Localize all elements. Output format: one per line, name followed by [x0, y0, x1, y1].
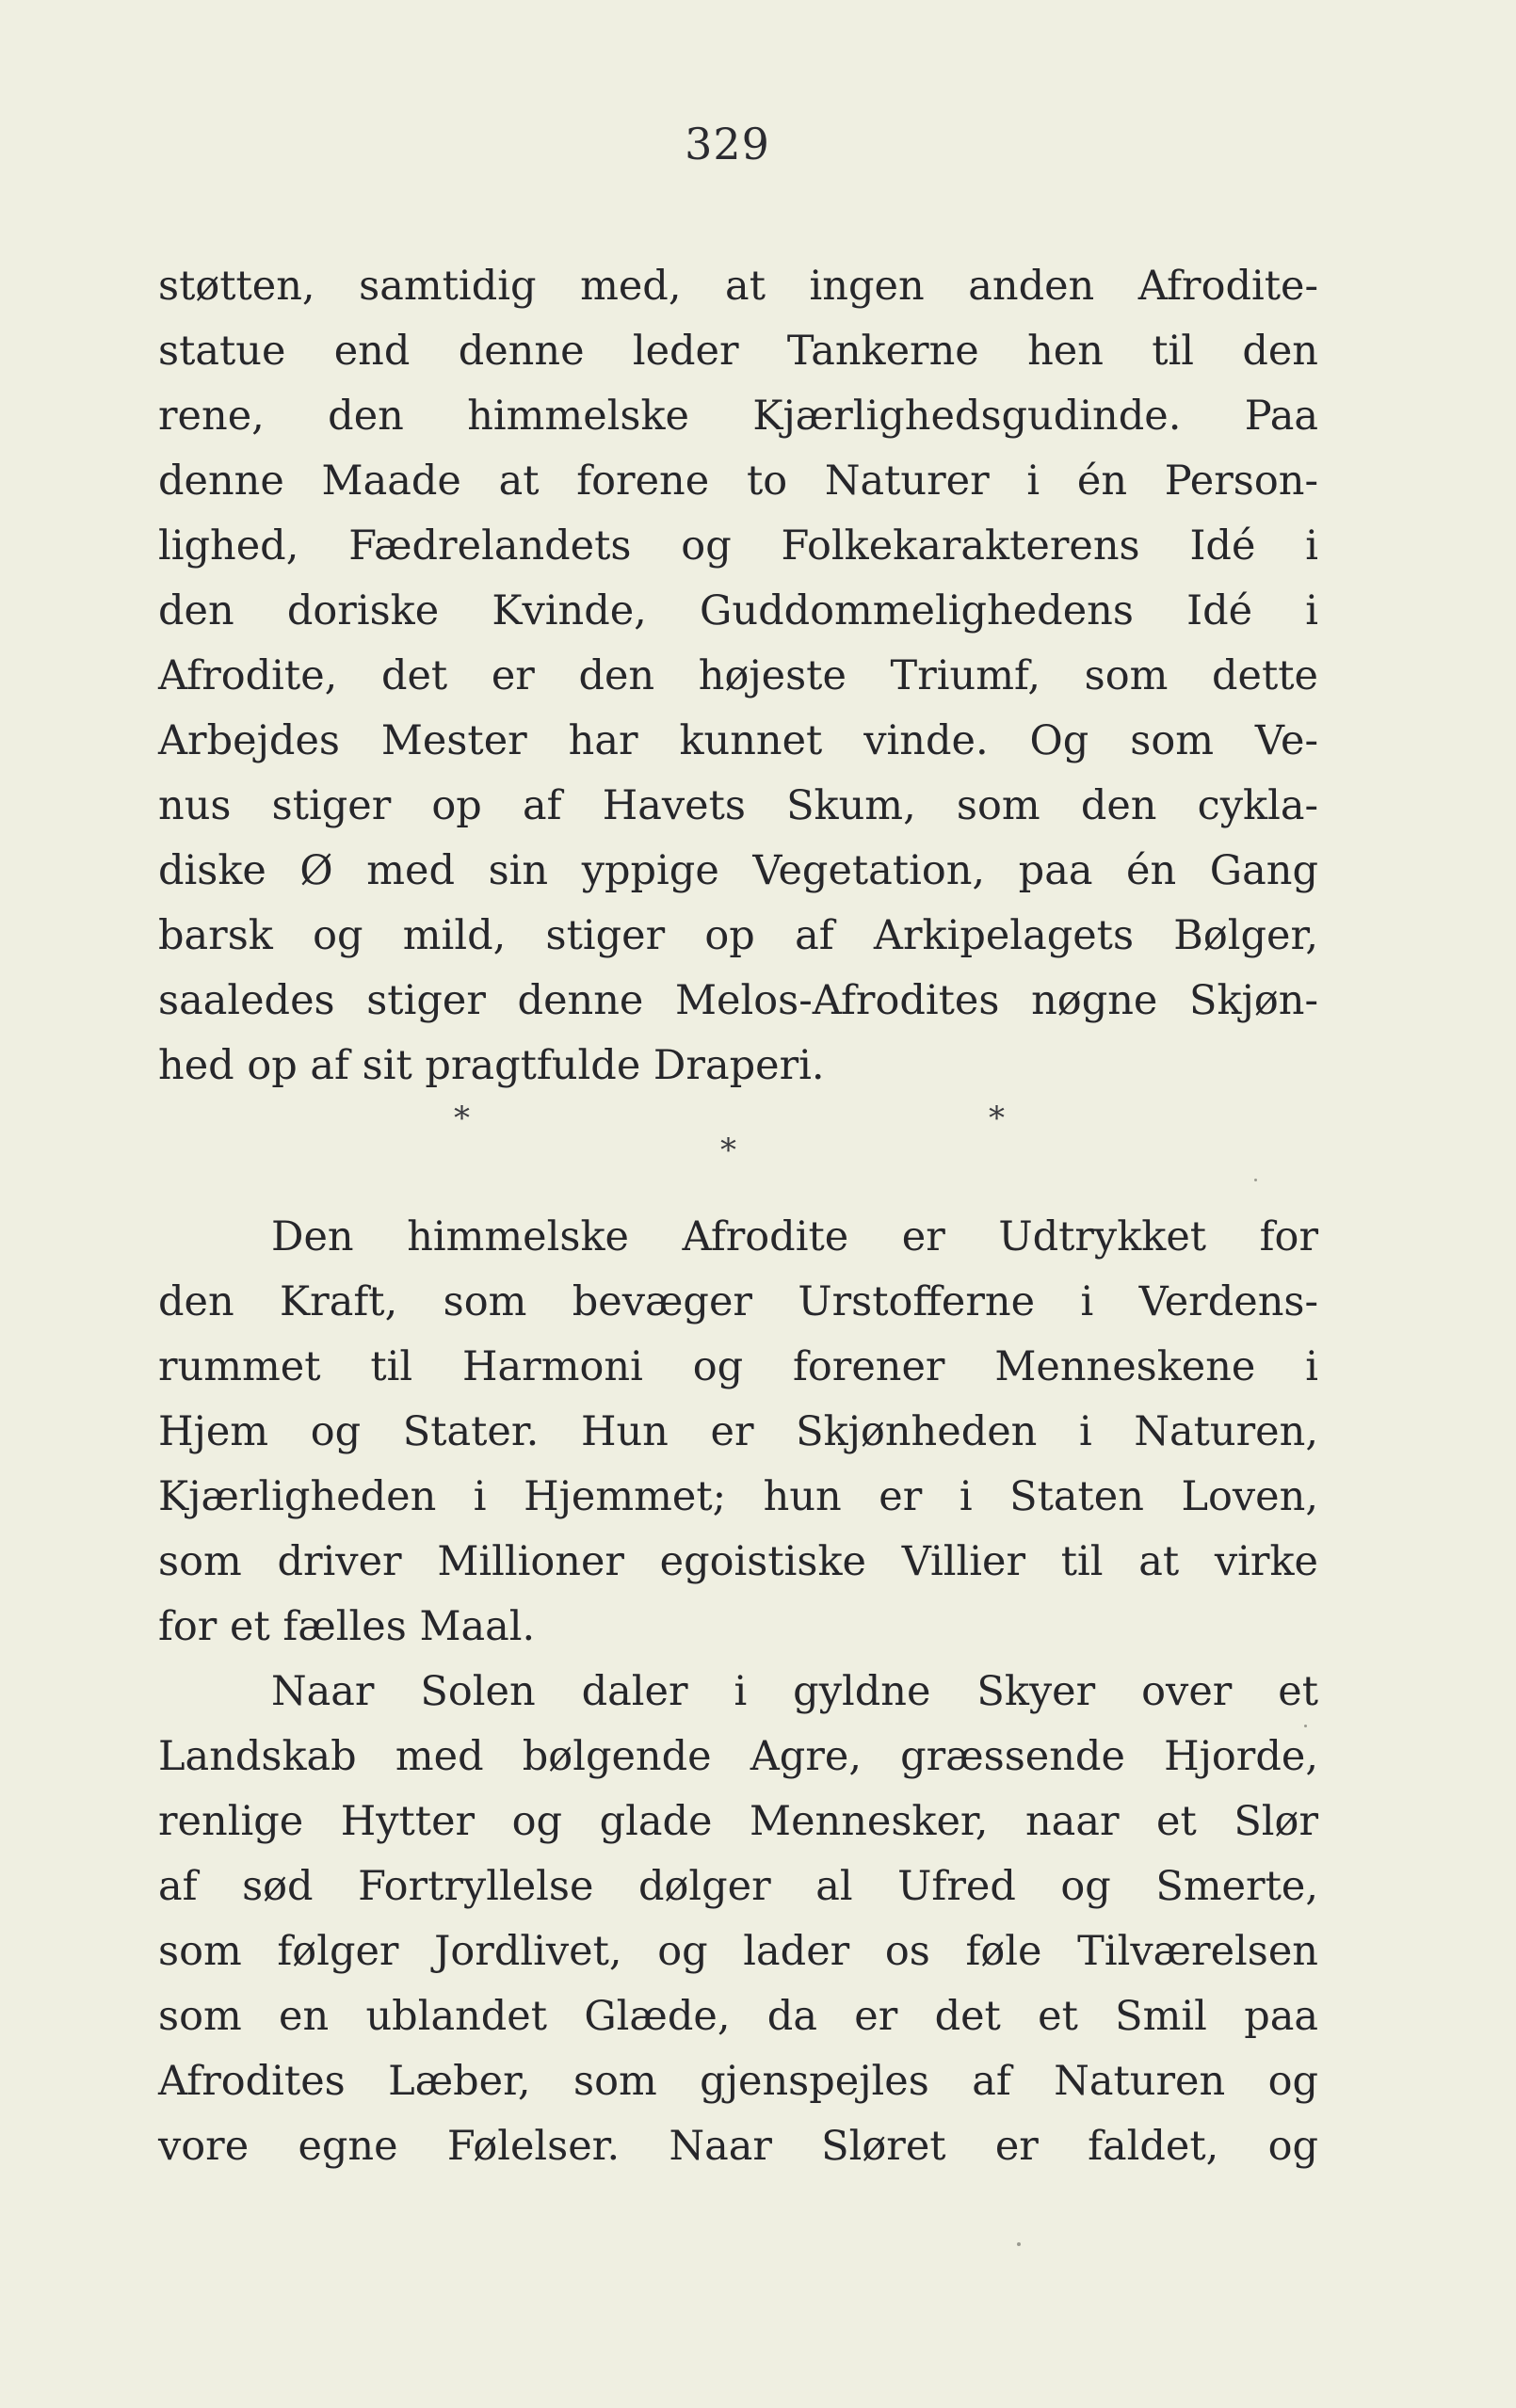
paper-speck — [1304, 1725, 1307, 1727]
paragraph-1 — [158, 254, 1318, 1099]
text-line: den doriske Kvinde, Guddommelighedens Idé i — [158, 587, 1318, 634]
text-line: som driver Millioner egoistiske Villier til at virke — [158, 1538, 1318, 1585]
text-line: rummet til Harmoni og forener Menneskene i — [158, 1343, 1318, 1390]
text-line: saaledes stiger denne Melos-Afrodites nøgne Skjøn- — [158, 977, 1318, 1024]
text-line: vore egne Følelser. Naar Sløret er faldet, og — [158, 2123, 1318, 2170]
text-line: diske Ø med sin yppige Vegetation, paa én Gang — [158, 847, 1318, 894]
text-line: renlige Hytter og glade Mennesker, naar et Slør — [158, 1798, 1318, 1845]
text-line: hed op af sit pragtfulde Draperi. — [158, 1042, 825, 1089]
text-line: Den himmelske Afrodite er Udtrykket for — [271, 1213, 1318, 1260]
text-line: for et fælles Maal. — [158, 1603, 536, 1650]
text-line: Hjem og Stater. Hun er Skjønheden i Naturen, — [158, 1408, 1318, 1455]
asterisk: * — [720, 1132, 736, 1169]
text-line: statue end denne leder Tankerne hen til den — [158, 328, 1318, 375]
text-line: Landskab med bølgende Agre, græssende Hjorde, — [158, 1733, 1318, 1780]
section-separator — [0, 1100, 1455, 1175]
text-line: barsk og mild, stiger op af Arkipelagets Bølger, — [158, 912, 1318, 959]
text-line: denne Maade at forene to Naturer i én Person- — [158, 458, 1318, 505]
text-line: Naar Solen daler i gyldne Skyer over et — [271, 1668, 1318, 1715]
paper-speck — [1254, 1179, 1257, 1181]
text-line: Afrodites Læber, som gjenspejles af Naturen og — [158, 2058, 1318, 2105]
paragraph-2-and-3 — [158, 1205, 1318, 2179]
page-number: 329 — [685, 119, 770, 169]
text-line: rene, den himmelske Kjærlighedsgudinde. Paa — [158, 393, 1318, 440]
asterisk: * — [454, 1100, 470, 1137]
text-line: støtten, samtidig med, at ingen anden Afrodite- — [158, 263, 1318, 310]
text-line: lighed, Fædrelandets og Folkekarakterens Idé i — [158, 522, 1318, 570]
asterisk: * — [989, 1100, 1005, 1137]
text-line: af sød Fortryllelse dølger al Ufred og Smerte, — [158, 1863, 1318, 1910]
text-line: den Kraft, som bevæger Urstofferne i Verdens- — [158, 1278, 1318, 1325]
text-line: Arbejdes Mester har kunnet vinde. Og som Ve- — [158, 717, 1318, 764]
text-line: som følger Jordlivet, og lader os føle Tilværelsen — [158, 1928, 1318, 1975]
text-line: som en ublandet Glæde, da er det et Smil paa — [158, 1993, 1318, 2040]
text-line: Kjærligheden i Hjemmet; hun er i Staten Loven, — [158, 1473, 1318, 1520]
paper-speck — [1017, 2242, 1021, 2246]
text-line: Afrodite, det er den højeste Triumf, som dette — [158, 652, 1318, 699]
text-line: nus stiger op af Havets Skum, som den cykla- — [158, 782, 1318, 829]
